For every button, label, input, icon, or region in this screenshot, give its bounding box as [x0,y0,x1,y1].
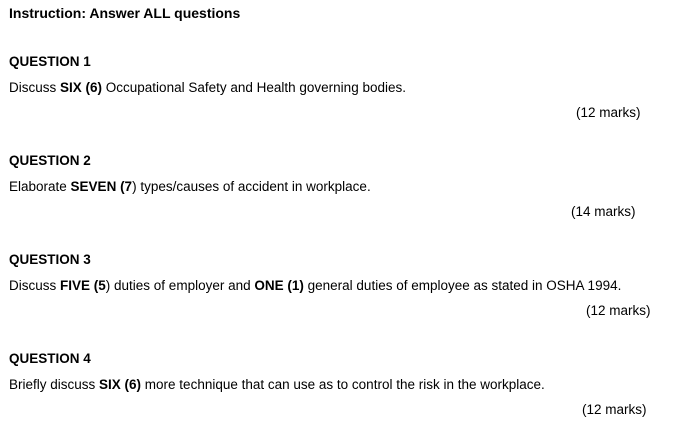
cropped-header-fragment [490,0,650,3]
question-text: Discuss FIVE (5) duties of employer and ONE (1) general duties of employee as stated in OSHA 1994. [9,278,622,293]
question-text: Elaborate SEVEN (7) types/causes of accident in workplace. [9,179,371,194]
question-3 [9,252,669,294]
marks-label: (12 marks) [576,105,641,120]
marks-label: (14 marks) [571,204,636,219]
question-title: QUESTION 1 [9,54,91,69]
question-title: QUESTION 2 [9,153,91,168]
question-2 [9,153,669,195]
question-1 [9,54,669,96]
instruction-heading: Instruction: Answer ALL questions [9,5,241,21]
marks-label: (12 marks) [582,402,647,417]
question-title: QUESTION 4 [9,351,91,366]
marks-label: (12 marks) [586,303,651,318]
question-text: Briefly discuss SIX (6) more technique that can use as to control the risk in the workplace. [9,377,545,392]
question-4 [9,351,669,393]
question-text: Discuss SIX (6) Occupational Safety and Health governing bodies. [9,80,406,95]
question-title: QUESTION 3 [9,252,91,267]
